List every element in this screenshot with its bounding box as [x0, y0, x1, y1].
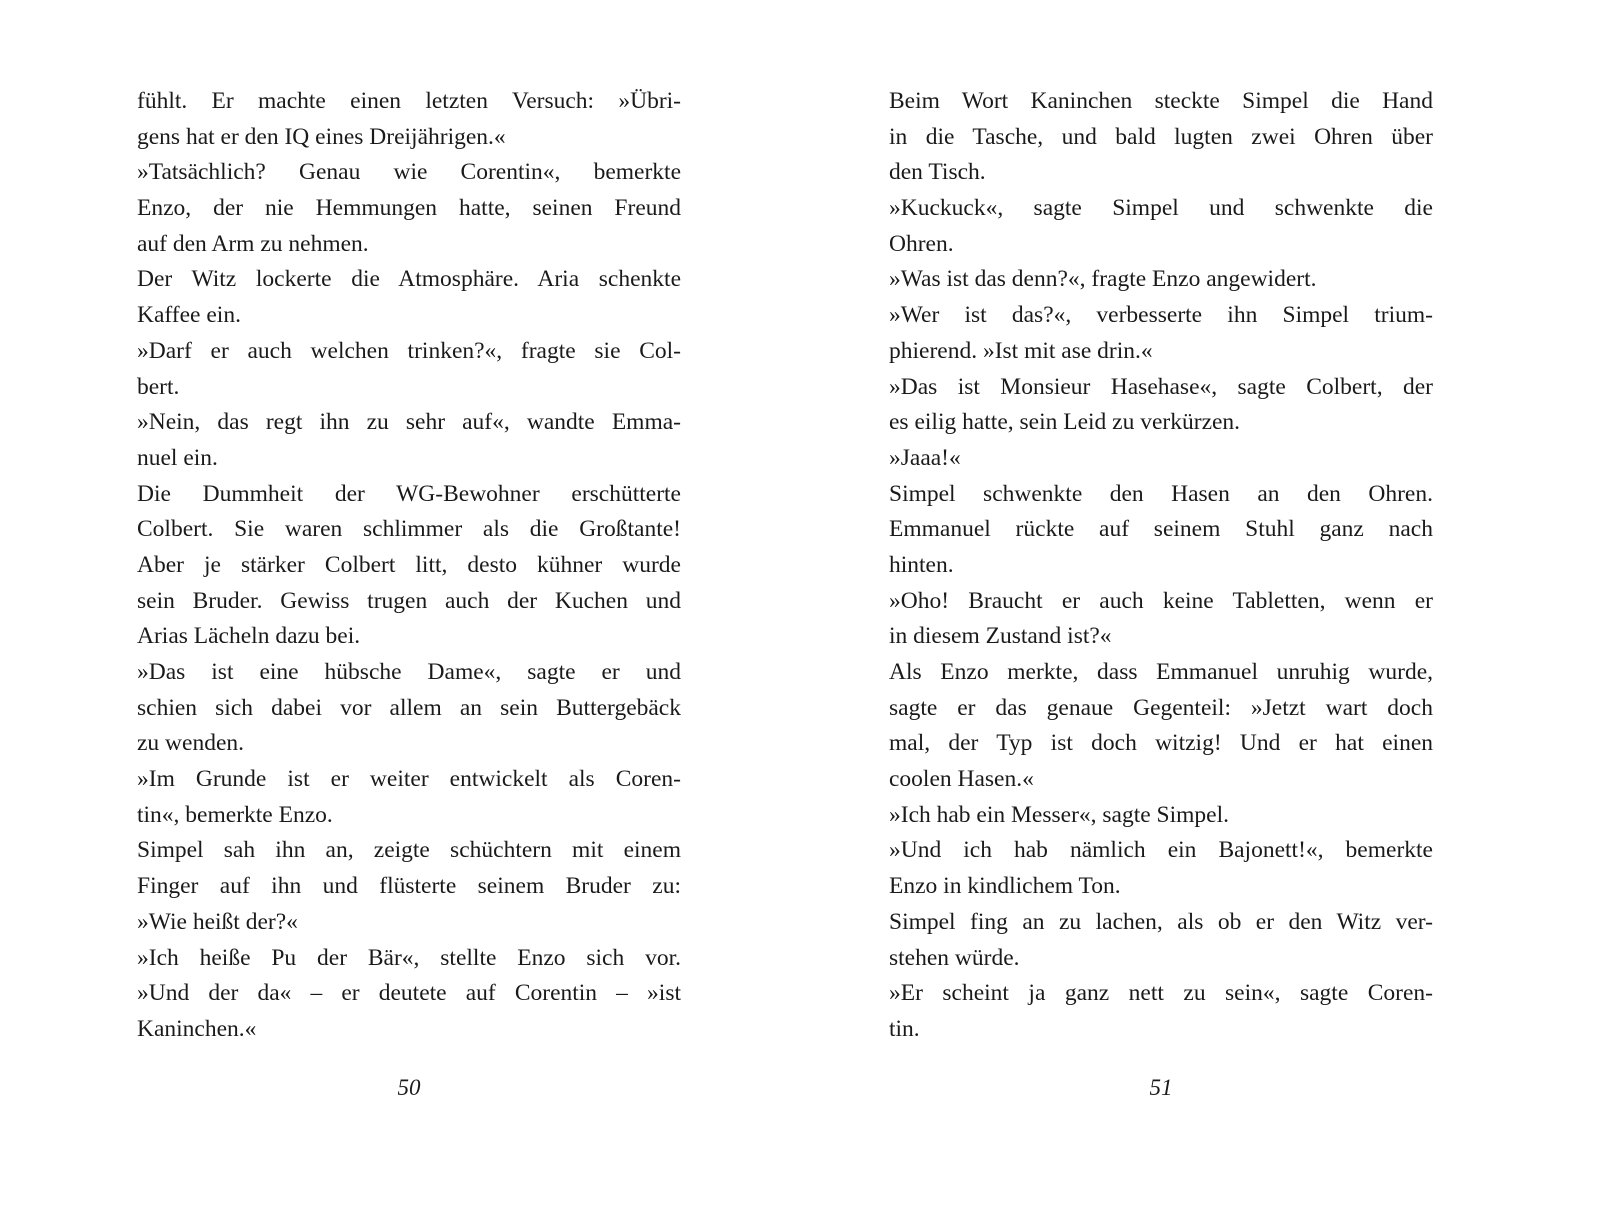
page-right-number: 51: [1149, 1075, 1173, 1100]
text-line: auf den Arm zu nehmen.: [137, 230, 369, 257]
text-line: zu wenden.: [137, 730, 245, 757]
text-line: »Tatsächlich? Genau wie Corentin«, bemerkte: [137, 159, 681, 186]
text-line: Enzo in kindlichem Ton.: [889, 873, 1121, 900]
text-line: »Wie heißt der?«: [137, 908, 298, 935]
text-line: »Das ist eine hübsche Dame«, sagte er und: [137, 659, 681, 685]
text-line: Emmanuel rückte auf seinem Stuhl ganz nach: [889, 516, 1433, 543]
text-line: Simpel sah ihn an, zeigte schüchtern mit einem: [137, 837, 681, 864]
text-line: Als Enzo merkte, dass Emmanuel unruhig wurde,: [889, 659, 1433, 685]
text-line: phierend. »Ist mit ase drin.«: [889, 337, 1153, 364]
text-line: stehen würde.: [889, 944, 1020, 971]
text-line: »Wer ist das?«, verbesserte ihn Simpel trium-: [889, 302, 1433, 329]
text-line: in die Tasche, und bald lugten zwei Ohren über: [889, 123, 1433, 150]
text-line: schien sich dabei vor allem an sein Buttergebäck: [137, 694, 681, 721]
text-line: fühlt. Er machte einen letzten Versuch: »Übri-: [137, 88, 681, 114]
text-line: Enzo, der nie Hemmungen hatte, seinen Freund: [137, 195, 681, 222]
text-line: »Im Grunde ist er weiter entwickelt als Coren-: [137, 766, 681, 793]
text-line: Simpel fing an zu lachen, als ob er den Witz ver-: [889, 908, 1433, 935]
text-line: »Ich heiße Pu der Bär«, stellte Enzo sich vor.: [137, 944, 681, 971]
text-line: »Das ist Monsieur Hasehase«, sagte Colbert, der: [889, 373, 1433, 400]
text-line: »Ich hab ein Messer«, sagte Simpel.: [889, 801, 1230, 828]
text-line: Der Witz lockerte die Atmosphäre. Aria schenkte: [137, 266, 681, 293]
text-line: es eilig hatte, sein Leid zu verkürzen.: [889, 409, 1241, 436]
text-line: sein Bruder. Gewiss trugen auch der Kuchen und: [137, 587, 681, 614]
text-line: »Darf er auch welchen trinken?«, fragte sie Col-: [137, 337, 681, 364]
text-line: Colbert. Sie waren schlimmer als die Großtante!: [137, 516, 681, 543]
text-line: Simpel schwenkte den Hasen an den Ohren.: [889, 480, 1433, 507]
text-line: Arias Lächeln dazu bei.: [137, 623, 361, 650]
text-line: Finger auf ihn und flüsterte seinem Bruder zu:: [137, 873, 681, 900]
text-line: »Was ist das denn?«, fragte Enzo angewidert.: [889, 266, 1317, 293]
text-line: »Und der da« – er deutete auf Corentin – »ist: [137, 980, 681, 1007]
text-line: Beim Wort Kaninchen steckte Simpel die Hand: [889, 88, 1433, 114]
text-line: Die Dummheit der WG-Bewohner erschütterte: [137, 480, 681, 507]
page-left-text-block: [137, 84, 681, 1048]
text-line: mal, der Typ ist doch witzig! Und er hat einen: [889, 730, 1433, 757]
page-left-number: 50: [397, 1075, 421, 1100]
text-line: Aber je stärker Colbert litt, desto kühner wurde: [137, 551, 681, 578]
text-line: »Jaaa!«: [889, 444, 961, 471]
text-line: Ohren.: [889, 230, 954, 257]
text-line: »Nein, das regt ihn zu sehr auf«, wandte Emma-: [137, 409, 681, 436]
text-line: hinten.: [889, 551, 954, 578]
text-line: gens hat er den IQ eines Dreijährigen.«: [137, 123, 506, 150]
text-line: in diesem Zustand ist?«: [889, 623, 1112, 650]
text-line: tin«, bemerkte Enzo.: [137, 801, 333, 828]
text-line: »Er scheint ja ganz nett zu sein«, sagte Coren-: [889, 980, 1433, 1007]
page-right-text-block: [889, 84, 1433, 1048]
text-line: Kaninchen.«: [137, 1015, 257, 1042]
text-line: sagte er das genaue Gegenteil: »Jetzt wart doch: [889, 694, 1433, 721]
text-line: »Oho! Braucht er auch keine Tabletten, wenn er: [889, 587, 1433, 614]
text-line: nuel ein.: [137, 444, 218, 471]
text-line: tin.: [889, 1015, 920, 1042]
text-line: bert.: [137, 373, 180, 400]
text-line: den Tisch.: [889, 159, 986, 186]
text-line: »Kuckuck«, sagte Simpel und schwenkte die: [889, 195, 1433, 222]
text-line: Kaffee ein.: [137, 302, 241, 329]
text-line: »Und ich hab nämlich ein Bajonett!«, bemerkte: [889, 837, 1433, 864]
text-line: coolen Hasen.«: [889, 766, 1034, 793]
